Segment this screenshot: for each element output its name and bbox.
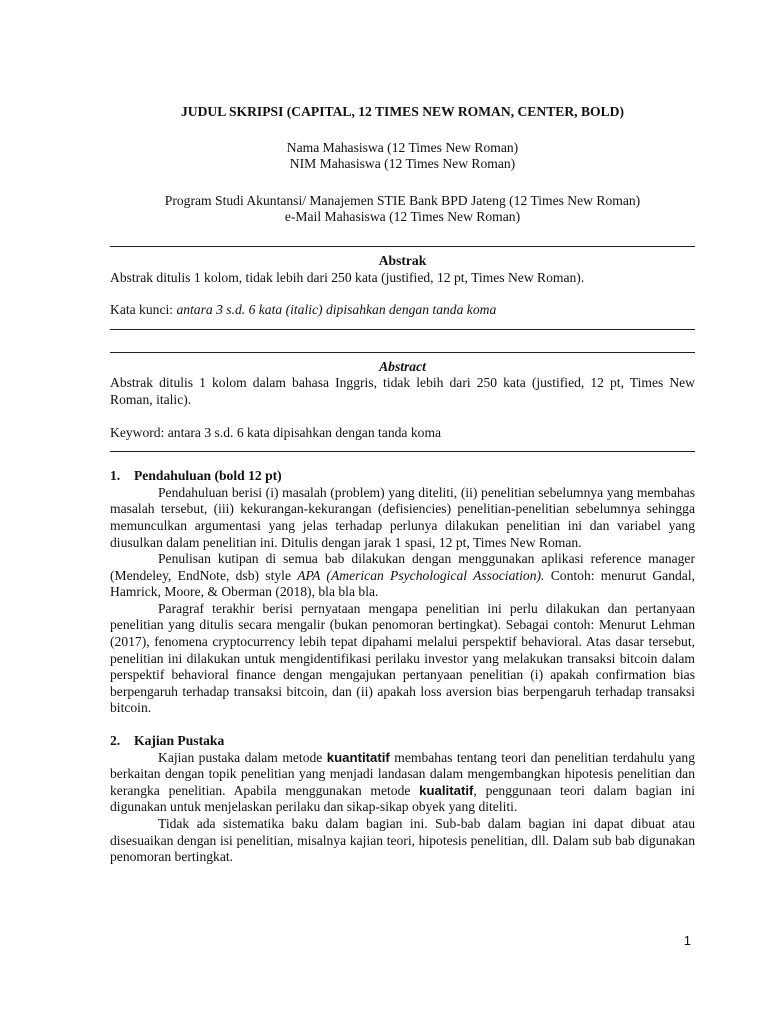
section-1-p2-text-a: Penulisan kutipan di semua bab dilakukan dengan menggunakan aplikasi reference manager (Mendeley, EndNote, dsb) style xyxy=(110,551,695,583)
abstrak-heading: Abstrak xyxy=(378,252,427,268)
abstrak-body: Abstrak ditulis 1 kolom, tidak lebih dari 250 kata (justified, 12 pt, Times New Roman). xyxy=(110,269,585,285)
section-1-paragraph-2 xyxy=(110,551,695,601)
section-2-p1-text-c: , penggunaan teori dalam bagian ini digunakan untuk menjelaskan perilaku dan sikap-sikap obyek yang diteliti. xyxy=(110,782,695,815)
section-1-p2-text-b: Contoh: menurut Gandal, Hamrick, Moore, & Oberman (2018), bla bla bla. xyxy=(110,567,695,600)
section-1-title: Pendahuluan (bold 12 pt) xyxy=(134,468,282,484)
document-body xyxy=(110,104,695,866)
section-2-number: 2. xyxy=(110,733,121,749)
abstract-body: Abstrak ditulis 1 kolom dalam bahasa Inggris, tidak lebih dari 250 kata (justified, 12 pt, Times New Roman, italic). xyxy=(110,375,695,407)
thesis-title: JUDUL SKRIPSI (CAPITAL, 12 TIMES NEW ROMAN, CENTER, BOLD) xyxy=(181,104,624,119)
section-2-p1-text-b: membahas tentang teori dan penelitian terdahulu yang berkaitan dengan topik penelitian yang menjadi landasan dalam mengembangkan hipotesis penelitian dan kerangka penelitian. Apabila menggunakan metode xyxy=(110,749,695,798)
section-1-p2-italic: APA (American Psychological Association). xyxy=(297,567,545,583)
section-1-heading xyxy=(110,468,695,485)
section-1-number: 1. xyxy=(110,468,121,484)
section-2-paragraph-1 xyxy=(110,750,695,816)
section-2-p1-bold-kuantitatif: kuantitatif xyxy=(326,749,390,765)
abstrak-keywords xyxy=(110,302,695,319)
section-2-p1-bold-kualitatif: kualitatif xyxy=(419,782,474,798)
author-name: Nama Mahasiswa (12 Times New Roman) xyxy=(286,139,519,155)
section-1-paragraph-3: Paragraf terakhir berisi pernyataan mengapa penelitian ini perlu dilakukan dan pertanyaan penelitian yang ditulis secara mengalir (bukan penomoran bertingkat). Sebagai contoh: Menurut Lehman (2017), fenomena cryptocurrency lebih tepat dipahami melalui perspektif behavioral. Atas dasar tersebut, penelitian ini dilakukan untuk mengidentifikasi perilaku investor yang melakukan transaksi bitcoin dalam perspektif behavioral finance dengan mengajukan pertanyaan penelitian (i) apakah confirmation bias berpengaruh terhadap transaksi bitcoin, dan (ii) apakah loss aversion bias berpengaruh terhadap transaksi bitcoin. xyxy=(110,600,695,716)
abstrak-keyword-label: Kata kunci: xyxy=(110,302,177,318)
page-number: 1 xyxy=(683,933,691,948)
author-program: Program Studi Akuntansi/ Manajemen STIE Bank BPD Jateng (12 Times New Roman) xyxy=(164,192,641,208)
section-1-paragraph-1: Pendahuluan berisi (i) masalah (problem) yang diteliti, (ii) penelitian sebelumnya yang membahas masalah tersebut, (iii) kekurangan-kekurangan (defisiencies) penelitian-penelitian sebelumnya sehingga memunculkan argumentasi yang jelas terhadap perlunya dilakukan penelitian ini dan variabel yang diusulkan dalam penelitian ini. Ditulis dengan jarak 1 spasi, 12 pt, Times New Roman. xyxy=(110,484,695,550)
abstrak-keyword-text: antara 3 s.d. 6 kata (italic) dipisahkan dengan tanda koma xyxy=(176,302,497,318)
section-2-title: Kajian Pustaka xyxy=(134,733,225,749)
abstract-heading: Abstract xyxy=(379,358,426,374)
section-2-p1-text-a: Kajian pustaka dalam metode xyxy=(158,749,327,765)
abstract-keywords: Keyword: antara 3 s.d. 6 kata dipisahkan dengan tanda koma xyxy=(110,424,442,440)
author-email: e-Mail Mahasiswa (12 Times New Roman) xyxy=(284,209,521,225)
section-2-paragraph-2: Tidak ada sistematika baku dalam bagian ini. Sub-bab dalam bagian ini dapat dibuat atau disesuaikan dengan isi penelitian, misalnya kajian teori, hipotesis penelitian, dll. Dalam sub bab digunakan penomoran bertingkat. xyxy=(110,816,695,865)
section-2-heading xyxy=(110,733,695,750)
author-nim: NIM Mahasiswa (12 Times New Roman) xyxy=(289,156,516,172)
